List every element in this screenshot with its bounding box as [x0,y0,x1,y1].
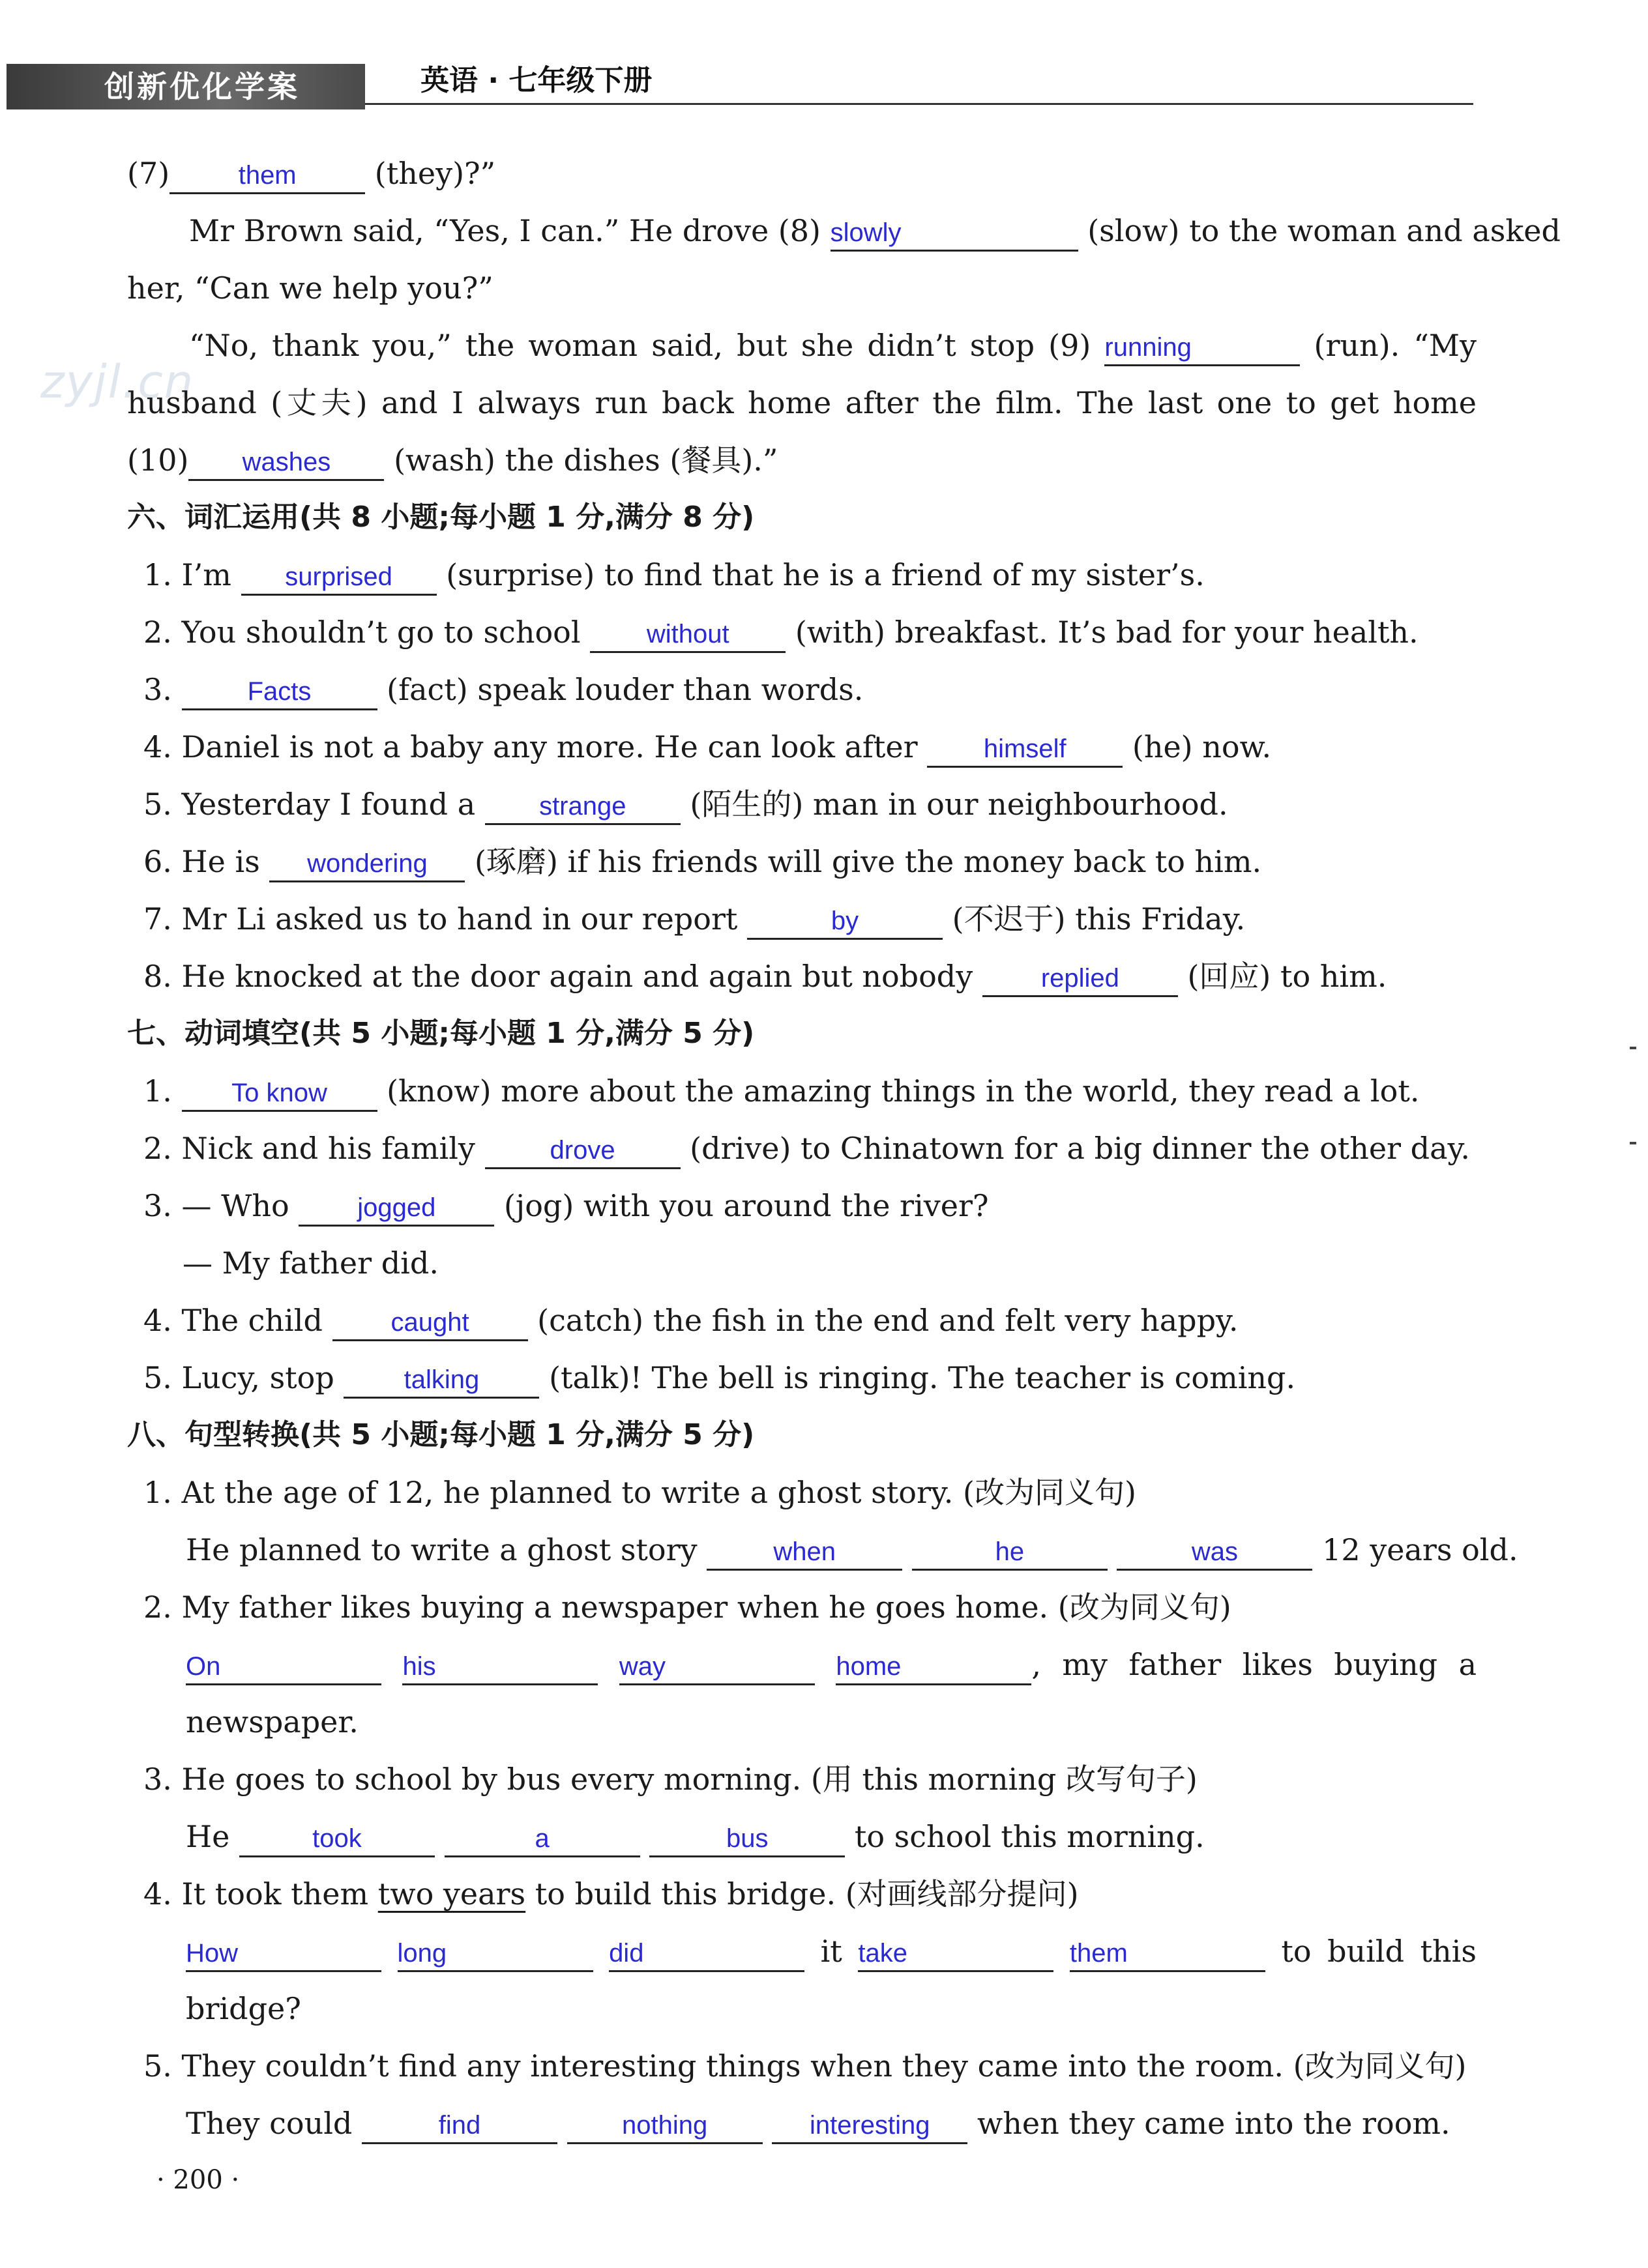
answer-blank[interactable]: find [362,2108,557,2144]
answer-blank[interactable]: take [858,1936,1053,1972]
passage-line-8: Mr Brown said, “Yes, I can.” He drove (8) slowly (slow) to the woman and asked [189,211,1477,252]
sec8-question-2: 2. My father likes buying a newspaper when he goes home. (改为同义句) [143,1590,1231,1625]
sec8-question-3: 3. He goes to school by bus every morning. (用 this morning 改写句子) [143,1762,1198,1797]
answer-blank[interactable]: them [1070,1936,1265,1972]
passage-line-10: (10) washes (wash) the dishes (餐具).” [127,441,778,481]
answer-blank[interactable]: home [836,1650,1031,1685]
answer-blank[interactable]: did [609,1936,804,1972]
answer-blank[interactable]: long [398,1936,593,1972]
answer-blank[interactable]: surprised [241,560,437,596]
answer-blank[interactable]: replied [982,961,1178,997]
underlined-phrase: two years [377,1876,526,1912]
sec6-question-3: 3. Facts (fact) speak louder than words. [143,670,863,710]
sec8-answer-5: They could find nothing interesting when they came into the room. [186,2104,1450,2144]
passage-line-9: “No, thank you,” the woman said, but she didn’t stop (9) running (run). “My [189,326,1477,366]
brand-logo: 创新优化学案 [7,64,365,109]
answer-blank[interactable]: caught [332,1305,528,1341]
sec6-question-2: 2. You shouldn’t go to school without (with) breakfast. It’s bad for your health. [143,613,1419,653]
answer-blank-7[interactable]: them [169,158,365,194]
section-8-title: 八、句型转换(共 5 小题;每小题 1 分,满分 5 分) [127,1418,755,1451]
sec8-answer-1: He planned to write a ghost story when he was 12 years old. [186,1530,1518,1571]
answer-blank[interactable]: How [186,1936,381,1972]
answer-blank[interactable]: a [445,1822,640,1857]
sec7-question-1: 1. To know (know) more about the amazing things in the world, they read a lot. [143,1071,1419,1112]
sec8-answer-4-cont: bridge? [186,1991,301,2026]
sec8-question-1: 1. At the age of 12, he planned to write a ghost story. (改为同义句) [143,1475,1136,1510]
section-6-title: 六、词汇运用(共 8 小题;每小题 1 分,满分 8 分) [127,501,755,534]
sec8-question-5: 5. They couldn’t find any interesting things when they came into the room. (改为同义句) [143,2048,1467,2084]
sec6-question-8: 8. He knocked at the door again and again but nobody replied (回应) to him. [143,957,1387,997]
answer-blank-8[interactable]: slowly [831,216,1078,252]
answer-blank[interactable]: strange [485,789,681,825]
sec8-answer-2: On his way home , my father likes buying a [186,1645,1477,1685]
answer-blank-10[interactable]: washes [188,445,384,481]
answer-blank[interactable]: bus [649,1822,845,1857]
answer-blank[interactable]: by [747,904,943,940]
answer-blank[interactable]: he [912,1535,1108,1571]
answer-blank-9[interactable]: running [1104,330,1300,366]
margin-mark [1630,1142,1636,1144]
sec7-question-4: 4. The child caught (catch) the fish in the end and felt very happy. [143,1301,1239,1341]
sec8-answer-3: He took a bus to school this morning. [186,1817,1205,1857]
answer-blank[interactable]: without [590,617,786,653]
sec8-answer-2-cont: newspaper. [186,1704,359,1739]
answer-blank[interactable]: was [1117,1535,1312,1571]
sec6-question-7: 7. Mr Li asked us to hand in our report by (不迟于) this Friday. [143,899,1245,940]
answer-blank[interactable]: talking [344,1363,539,1399]
answer-blank[interactable]: On [186,1650,381,1685]
passage-line-7: (7) them (they)?” [127,154,495,194]
sec8-question-4: 4. It took them two years to build this bridge. (对画线部分提问) [143,1876,1079,1912]
sec6-question-6: 6. He is wondering (琢磨) if his friends will give the money back to him. [143,842,1261,882]
sec8-answer-4: How long did it take them to build this [186,1932,1477,1972]
sec7-question-3-reply: — My father did. [183,1245,439,1281]
sec6-question-1: 1. I’m surprised (surprise) to find that he is a friend of my sister’s. [143,555,1205,596]
margin-mark [1630,1047,1636,1049]
answer-blank[interactable]: himself [927,732,1123,768]
sec7-question-3: 3. — Who jogged (jog) with you around the river? [143,1186,989,1227]
answer-blank[interactable]: To know [182,1076,377,1112]
sec7-question-2: 2. Nick and his family drove (drive) to Chinatown for a big dinner the other day. [143,1129,1470,1169]
answer-blank[interactable]: Facts [182,675,377,710]
page-number: · 200 · [156,2165,240,2195]
sec6-question-4: 4. Daniel is not a baby any more. He can look after himself (he) now. [143,727,1271,768]
passage-line-her: her, “Can we help you?” [127,270,493,306]
section-7-title: 七、动词填空(共 5 小题;每小题 1 分,满分 5 分) [127,1017,755,1050]
passage-line-husband: husband (丈夫) and I always run back home after the film. The last one to get home [127,385,1477,420]
sec6-question-5: 5. Yesterday I found a strange (陌生的) man in our neighbourhood. [143,785,1228,825]
sec7-question-5: 5. Lucy, stop talking (talk)! The bell is ringing. The teacher is coming. [143,1358,1295,1399]
answer-blank[interactable]: his [402,1650,598,1685]
answer-blank[interactable]: nothing [567,2108,763,2144]
watermark: zyjl.cn [40,355,195,409]
answer-blank[interactable]: drove [485,1133,681,1169]
book-subject: 英语 · 七年级下册 [420,64,653,97]
answer-blank[interactable]: when [707,1535,902,1571]
answer-blank[interactable]: took [239,1822,435,1857]
answer-blank[interactable]: way [619,1650,815,1685]
answer-blank[interactable]: interesting [772,2108,967,2144]
answer-blank[interactable]: wondering [269,847,465,882]
answer-blank[interactable]: jogged [299,1191,494,1227]
